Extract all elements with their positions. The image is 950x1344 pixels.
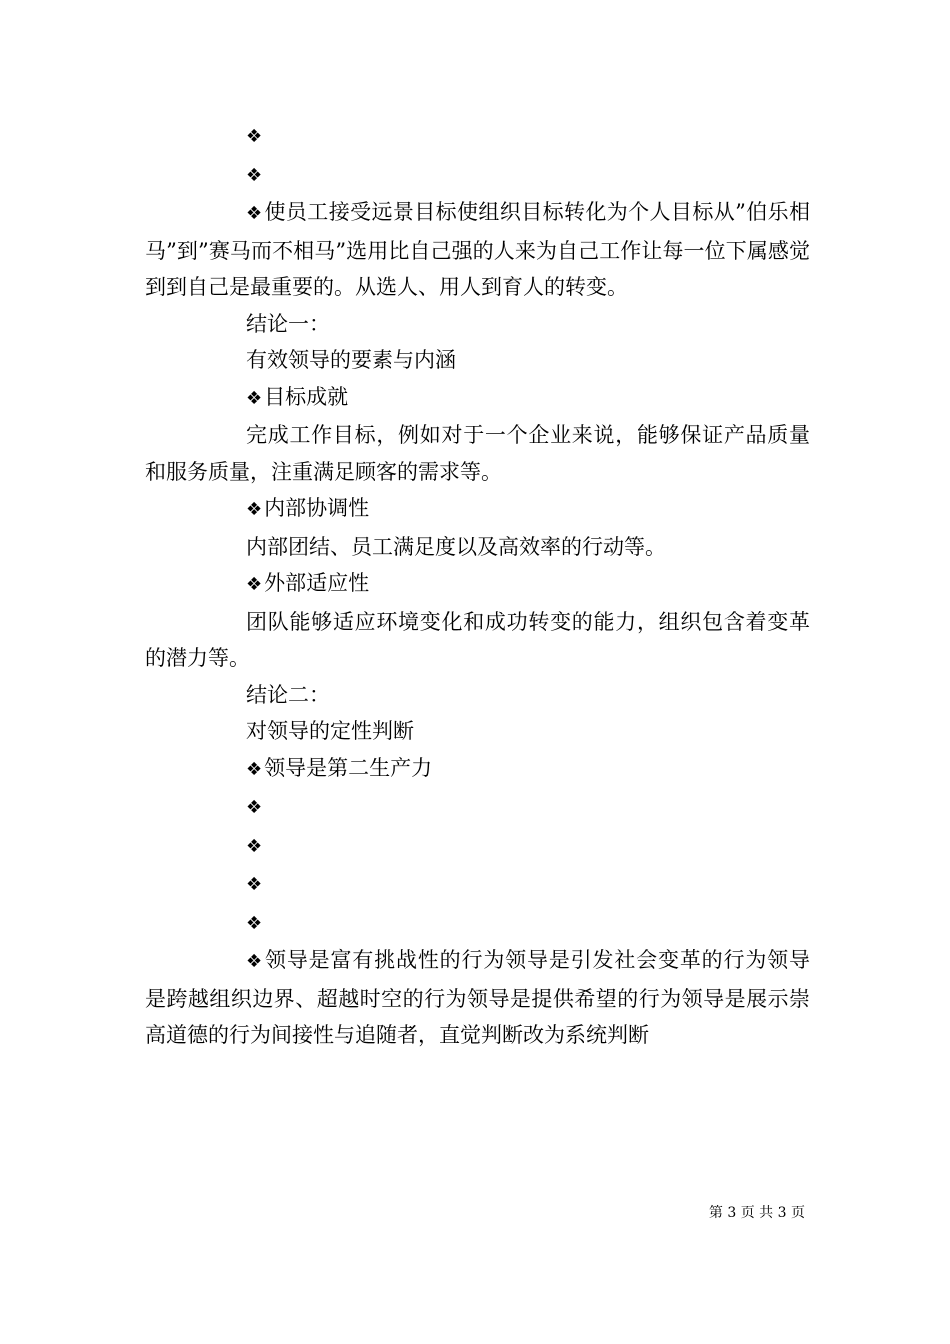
empty-bullet-line <box>145 117 810 156</box>
conclusion-two-label: 结论二： <box>246 682 330 707</box>
diamond-bullet-icon: ❖ <box>246 835 263 857</box>
list-item-text: 内部协调性 <box>264 496 370 520</box>
document-body <box>145 117 810 1054</box>
paragraph-employee-vision <box>145 194 810 306</box>
paragraph-external-description: 团队能够适应环境变化和成功转变的能力，组织包含着变革的潜力等。 <box>145 609 810 670</box>
paragraph-internal-description: 内部团结、员工满足度以及高效率的行动等。 <box>246 534 666 559</box>
section-heading-qualitative-judgment: 对领导的定性判断 <box>246 719 414 743</box>
list-item-external-adaptability <box>145 565 810 604</box>
diamond-bullet-icon: ❖ <box>246 874 263 895</box>
diamond-bullet-icon: ❖ <box>246 574 263 595</box>
diamond-bullet-icon: ❖ <box>246 164 263 186</box>
list-item-text: 领导是第二生产力 <box>264 755 433 780</box>
diamond-bullet-icon: ❖ <box>246 203 263 224</box>
diamond-bullet-icon: ❖ <box>246 499 263 520</box>
empty-bullet-line <box>145 904 810 943</box>
diamond-bullet-icon: ❖ <box>246 912 263 934</box>
empty-bullet-line <box>145 865 810 904</box>
diamond-bullet-icon: ❖ <box>246 797 263 818</box>
diamond-bullet-icon: ❖ <box>246 951 263 972</box>
empty-bullet-line <box>145 156 810 195</box>
page-footer: 第 3 页 共 3 页 <box>708 1205 805 1221</box>
list-item-goal-achievement <box>145 379 810 418</box>
conclusion-one-label: 结论一： <box>246 311 330 336</box>
paragraph-text: 领导是富有挑战性的行为领导是引发社会变革的行为领导是跨越组织边界、超越时空的行为领导是提供希望的行为领导是展示崇高道德的行为间接性与追随者，直觉判断改为系统判断 <box>145 948 811 1047</box>
empty-bullet-line <box>145 827 810 866</box>
paragraph-text: 使员工接受远景目标使组织目标转化为个人目标从”伯乐相马”到”赛马而不相马”选用比自己强的人来为自己工作让每一位下属感觉到到自己是最重要的。从选人、用人到育人的转变。 <box>145 200 811 299</box>
list-item-second-productivity <box>145 750 810 789</box>
list-item-text: 目标成就 <box>264 384 349 409</box>
diamond-bullet-icon: ❖ <box>246 126 263 147</box>
list-item-text: 外部适应性 <box>264 571 370 595</box>
section-heading-effective-leadership: 有效领导的要素与内涵 <box>246 348 456 372</box>
list-item-internal-coordination <box>145 490 810 529</box>
paragraph-goal-description: 完成工作目标，例如对于一个企业来说，能够保证产品质量和服务质量，注重满足顾客的需求等。 <box>145 423 810 484</box>
paragraph-leadership-behaviors <box>145 942 810 1054</box>
empty-bullet-line <box>145 788 810 827</box>
diamond-bullet-icon: ❖ <box>246 387 263 409</box>
diamond-bullet-icon: ❖ <box>246 758 263 780</box>
